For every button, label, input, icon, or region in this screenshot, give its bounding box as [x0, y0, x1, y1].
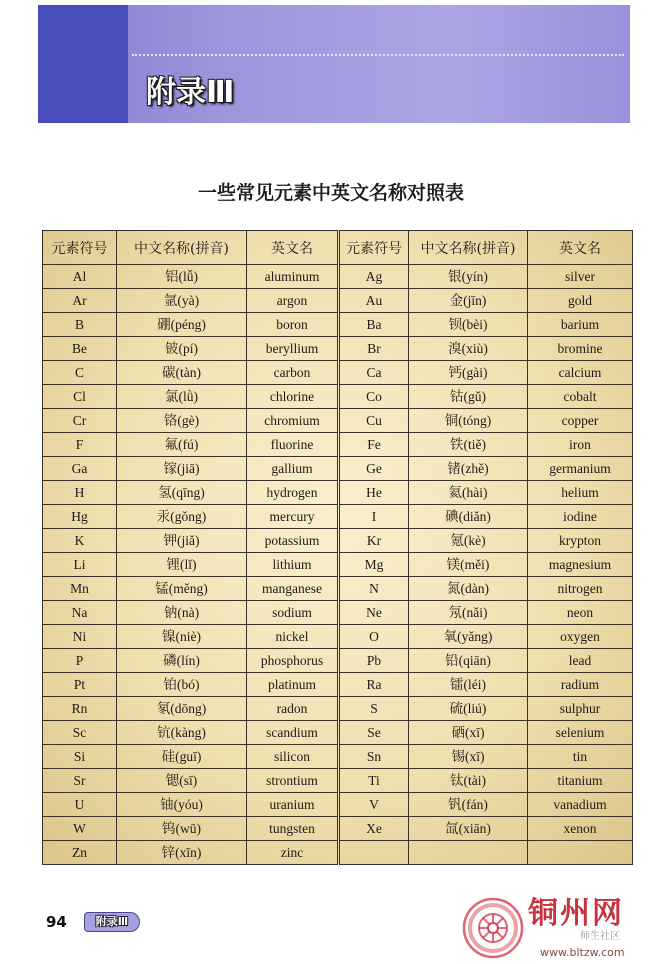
table-row — [43, 529, 633, 553]
element-symbol-cell: He — [339, 481, 409, 505]
element-symbol-cell: Na — [43, 601, 117, 625]
column-header: 英文名 — [247, 231, 339, 265]
table-row — [43, 265, 633, 289]
element-symbol-cell: H — [43, 481, 117, 505]
element-symbol-cell: Ni — [43, 625, 117, 649]
chinese-name-cell: 镭(léi) — [409, 673, 528, 697]
element-symbol-cell: Pt — [43, 673, 117, 697]
chinese-name-cell: 氧(yǎng) — [409, 625, 528, 649]
element-symbol-cell: I — [339, 505, 409, 529]
element-symbol-cell: P — [43, 649, 117, 673]
element-symbol-cell: Ca — [339, 361, 409, 385]
element-symbol-cell: Au — [339, 289, 409, 313]
element-symbol-cell: Mn — [43, 577, 117, 601]
english-name-cell: strontium — [247, 769, 339, 793]
element-symbol-cell: K — [43, 529, 117, 553]
chinese-name-cell: 碘(diǎn) — [409, 505, 528, 529]
table-row — [43, 385, 633, 409]
english-name-cell: neon — [528, 601, 633, 625]
watermark-tagline: 师生社区 — [580, 931, 620, 942]
chinese-name-cell: 钴(gǔ) — [409, 385, 528, 409]
element-symbol-cell: Zn — [43, 841, 117, 865]
chinese-name-cell: 铀(yóu) — [117, 793, 247, 817]
english-name-cell: silicon — [247, 745, 339, 769]
table-row — [43, 649, 633, 673]
column-header: 元素符号 — [339, 231, 409, 265]
empty-cell — [528, 841, 633, 865]
english-name-cell: helium — [528, 481, 633, 505]
english-name-cell: scandium — [247, 721, 339, 745]
table-row — [43, 817, 633, 841]
english-name-cell: titanium — [528, 769, 633, 793]
chinese-name-cell: 锌(xīn) — [117, 841, 247, 865]
table-title: 一些常见元素中英文名称对照表 — [197, 182, 464, 204]
english-name-cell: selenium — [528, 721, 633, 745]
element-symbol-cell: Sc — [43, 721, 117, 745]
english-name-cell: magnesium — [528, 553, 633, 577]
chinese-name-cell: 氖(nǎi) — [409, 601, 528, 625]
english-name-cell: fluorine — [247, 433, 339, 457]
watermark-url: www.bltzw.com — [540, 946, 625, 959]
chinese-name-cell: 钛(tài) — [409, 769, 528, 793]
table-row — [43, 505, 633, 529]
table-row — [43, 313, 633, 337]
chinese-name-cell: 钠(nà) — [117, 601, 247, 625]
table-row — [43, 409, 633, 433]
footer-section-badge: 附录Ⅲ — [84, 912, 140, 932]
english-name-cell: iron — [528, 433, 633, 457]
chinese-name-cell: 硅(guī) — [117, 745, 247, 769]
column-header: 英文名 — [528, 231, 633, 265]
chinese-name-cell: 锰(měng) — [117, 577, 247, 601]
element-symbol-cell: Sn — [339, 745, 409, 769]
element-symbol-cell: Cu — [339, 409, 409, 433]
chinese-name-cell: 铅(qiān) — [409, 649, 528, 673]
english-name-cell: manganese — [247, 577, 339, 601]
element-symbol-cell: Be — [43, 337, 117, 361]
element-symbol-cell: Co — [339, 385, 409, 409]
chinese-name-cell: 铬(gè) — [117, 409, 247, 433]
element-symbol-cell: Pb — [339, 649, 409, 673]
english-name-cell: barium — [528, 313, 633, 337]
chinese-name-cell: 铍(pí) — [117, 337, 247, 361]
chinese-name-cell: 氢(qīng) — [117, 481, 247, 505]
banner-side-block — [38, 5, 128, 123]
english-name-cell: beryllium — [247, 337, 339, 361]
english-name-cell: cobalt — [528, 385, 633, 409]
element-symbol-cell: Ga — [43, 457, 117, 481]
english-name-cell: oxygen — [528, 625, 633, 649]
english-name-cell: radium — [528, 673, 633, 697]
english-name-cell: nitrogen — [528, 577, 633, 601]
chinese-name-cell: 磷(lín) — [117, 649, 247, 673]
chinese-name-cell: 钒(fán) — [409, 793, 528, 817]
table-row — [43, 721, 633, 745]
chinese-name-cell: 镁(měi) — [409, 553, 528, 577]
english-name-cell: xenon — [528, 817, 633, 841]
chinese-name-cell: 氦(hài) — [409, 481, 528, 505]
english-name-cell: chlorine — [247, 385, 339, 409]
chinese-name-cell: 钨(wū) — [117, 817, 247, 841]
element-symbol-cell: Ne — [339, 601, 409, 625]
english-name-cell: tin — [528, 745, 633, 769]
chinese-name-cell: 硒(xī) — [409, 721, 528, 745]
element-name-table — [42, 230, 633, 865]
english-name-cell: mercury — [247, 505, 339, 529]
table-row — [43, 745, 633, 769]
empty-cell — [409, 841, 528, 865]
chinese-name-cell: 氮(dàn) — [409, 577, 528, 601]
table-row — [43, 673, 633, 697]
table-row — [43, 577, 633, 601]
chinese-name-cell: 金(jīn) — [409, 289, 528, 313]
chinese-name-cell: 锗(zhě) — [409, 457, 528, 481]
element-symbol-cell: U — [43, 793, 117, 817]
table-row — [43, 289, 633, 313]
empty-cell — [339, 841, 409, 865]
english-name-cell: gold — [528, 289, 633, 313]
column-header: 中文名称(拼音) — [117, 231, 247, 265]
chinese-name-cell: 铝(lǚ) — [117, 265, 247, 289]
seal-icon — [462, 897, 524, 959]
table-row — [43, 361, 633, 385]
table-row — [43, 697, 633, 721]
english-name-cell: platinum — [247, 673, 339, 697]
chinese-name-cell: 镍(niè) — [117, 625, 247, 649]
english-name-cell: bromine — [528, 337, 633, 361]
chinese-name-cell: 氡(dōng) — [117, 697, 247, 721]
element-symbol-cell: C — [43, 361, 117, 385]
element-symbol-cell: Se — [339, 721, 409, 745]
chinese-name-cell: 铁(tiě) — [409, 433, 528, 457]
table-row — [43, 457, 633, 481]
english-name-cell: hydrogen — [247, 481, 339, 505]
element-symbol-cell: O — [339, 625, 409, 649]
table-row — [43, 553, 633, 577]
english-name-cell: calcium — [528, 361, 633, 385]
chinese-name-cell: 钡(bèi) — [409, 313, 528, 337]
element-symbol-cell: Kr — [339, 529, 409, 553]
table-row — [43, 481, 633, 505]
column-header: 中文名称(拼音) — [409, 231, 528, 265]
element-symbol-cell: F — [43, 433, 117, 457]
column-header: 元素符号 — [43, 231, 117, 265]
english-name-cell: phosphorus — [247, 649, 339, 673]
element-symbol-cell: Al — [43, 265, 117, 289]
watermark-site-name: 铜州网 — [528, 896, 624, 931]
chinese-name-cell: 溴(xiù) — [409, 337, 528, 361]
english-name-cell: boron — [247, 313, 339, 337]
english-name-cell: chromium — [247, 409, 339, 433]
element-symbol-cell: Si — [43, 745, 117, 769]
chinese-name-cell: 锶(sī) — [117, 769, 247, 793]
element-symbol-cell: Sr — [43, 769, 117, 793]
chinese-name-cell: 氙(xiān) — [409, 817, 528, 841]
element-symbol-cell: Rn — [43, 697, 117, 721]
chinese-name-cell: 锂(lǐ) — [117, 553, 247, 577]
english-name-cell: tungsten — [247, 817, 339, 841]
english-name-cell: copper — [528, 409, 633, 433]
element-name-table-container — [42, 230, 632, 864]
element-symbol-cell: V — [339, 793, 409, 817]
element-symbol-cell: Br — [339, 337, 409, 361]
english-name-cell: potassium — [247, 529, 339, 553]
table-header-row — [43, 231, 633, 265]
element-symbol-cell: B — [43, 313, 117, 337]
element-symbol-cell: Ar — [43, 289, 117, 313]
chinese-name-cell: 氩(yà) — [117, 289, 247, 313]
chinese-name-cell: 氟(fú) — [117, 433, 247, 457]
chinese-name-cell: 钙(gài) — [409, 361, 528, 385]
chinese-name-cell: 锡(xī) — [409, 745, 528, 769]
table-row — [43, 433, 633, 457]
chinese-name-cell: 铂(bó) — [117, 673, 247, 697]
english-name-cell: aluminum — [247, 265, 339, 289]
appendix-title: 附录Ⅲ — [146, 75, 235, 110]
english-name-cell: lead — [528, 649, 633, 673]
page-number: 94 — [46, 913, 67, 931]
chinese-name-cell: 钾(jiǎ) — [117, 529, 247, 553]
english-name-cell: argon — [247, 289, 339, 313]
element-symbol-cell: Fe — [339, 433, 409, 457]
table-body — [43, 265, 633, 865]
element-symbol-cell: N — [339, 577, 409, 601]
element-symbol-cell: Ba — [339, 313, 409, 337]
chinese-name-cell: 硫(liú) — [409, 697, 528, 721]
chinese-name-cell: 氯(lǜ) — [117, 385, 247, 409]
english-name-cell: krypton — [528, 529, 633, 553]
chinese-name-cell: 镓(jiā) — [117, 457, 247, 481]
english-name-cell: nickel — [247, 625, 339, 649]
chinese-name-cell: 银(yín) — [409, 265, 528, 289]
english-name-cell: radon — [247, 697, 339, 721]
english-name-cell: uranium — [247, 793, 339, 817]
english-name-cell: germanium — [528, 457, 633, 481]
table-row — [43, 841, 633, 865]
element-symbol-cell: Cr — [43, 409, 117, 433]
chinese-name-cell: 碳(tàn) — [117, 361, 247, 385]
english-name-cell: sulphur — [528, 697, 633, 721]
element-symbol-cell: Xe — [339, 817, 409, 841]
english-name-cell: carbon — [247, 361, 339, 385]
english-name-cell: sodium — [247, 601, 339, 625]
english-name-cell: vanadium — [528, 793, 633, 817]
element-symbol-cell: Cl — [43, 385, 117, 409]
chinese-name-cell: 氪(kè) — [409, 529, 528, 553]
chinese-name-cell: 汞(gǒng) — [117, 505, 247, 529]
element-symbol-cell: Ge — [339, 457, 409, 481]
element-symbol-cell: Hg — [43, 505, 117, 529]
chinese-name-cell: 硼(péng) — [117, 313, 247, 337]
table-header — [43, 231, 633, 265]
table-row — [43, 769, 633, 793]
element-symbol-cell: W — [43, 817, 117, 841]
table-row — [43, 625, 633, 649]
table-row — [43, 601, 633, 625]
english-name-cell: zinc — [247, 841, 339, 865]
element-symbol-cell: Ag — [339, 265, 409, 289]
banner-dotted-rule — [132, 54, 624, 56]
english-name-cell: gallium — [247, 457, 339, 481]
element-symbol-cell: Ra — [339, 673, 409, 697]
chinese-name-cell: 钪(kàng) — [117, 721, 247, 745]
element-symbol-cell: Mg — [339, 553, 409, 577]
element-symbol-cell: S — [339, 697, 409, 721]
chinese-name-cell: 铜(tóng) — [409, 409, 528, 433]
table-row — [43, 337, 633, 361]
english-name-cell: lithium — [247, 553, 339, 577]
element-symbol-cell: Li — [43, 553, 117, 577]
appendix-banner — [38, 5, 630, 123]
element-symbol-cell: Ti — [339, 769, 409, 793]
english-name-cell: silver — [528, 265, 633, 289]
table-row — [43, 793, 633, 817]
english-name-cell: iodine — [528, 505, 633, 529]
